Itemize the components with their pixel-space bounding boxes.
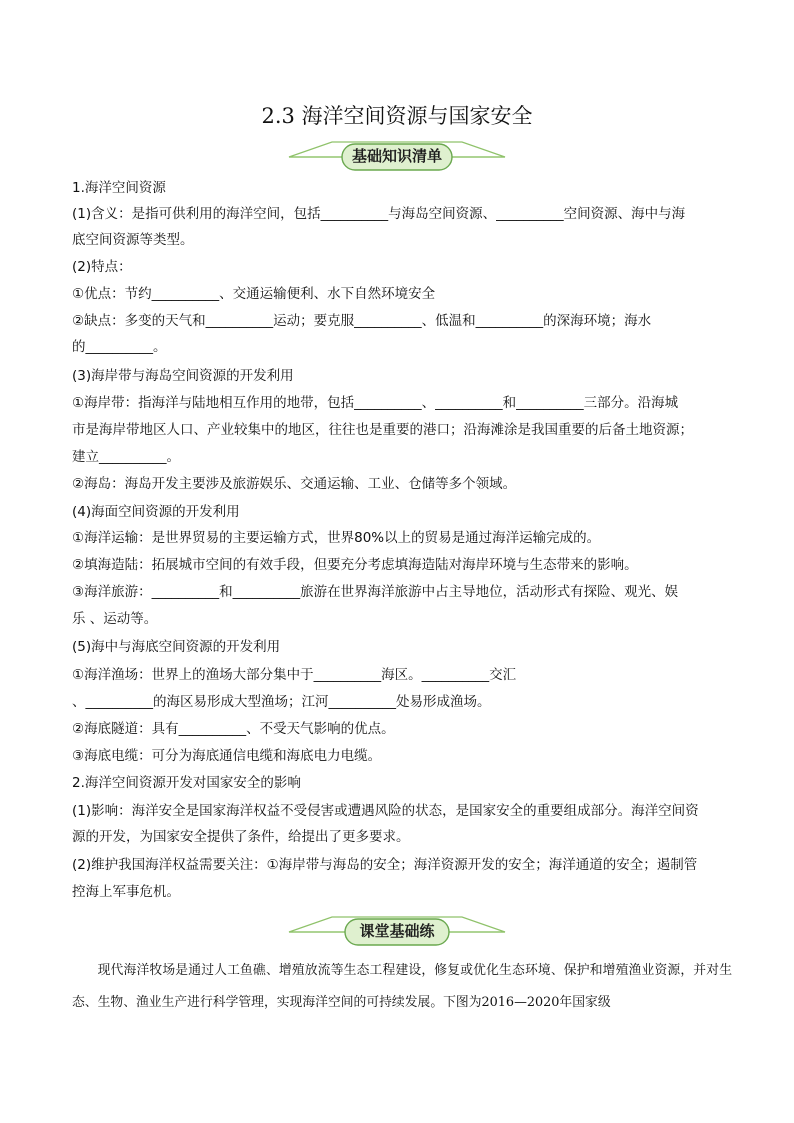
section-banner-practice — [287, 915, 507, 949]
text-line: (1)影响：海洋安全是国家海洋权益不受侵害或遭遇风险的状态，是国家安全的重要组成部分。海洋空间资 — [72, 803, 699, 819]
banner-label-practice: 课堂基础练 — [359, 922, 435, 940]
text-line: (2)特点： — [72, 259, 132, 275]
text-line: 、__________的海区易形成大型渔场；江河__________处易形成渔场。 — [72, 694, 491, 710]
text-line: ①海洋渔场：世界上的渔场大部分集中于__________海区。__________交汇 — [72, 667, 517, 683]
text-line: (2)维护我国海洋权益需要关注：①海岸带与海岛的安全；海洋资源开发的安全；海洋通道的安全；遏制管 — [72, 857, 698, 873]
text-line: (1)含义：是指可供利用的海洋空间，包括__________与海岛空间资源、__________空间资源、海中与海 — [72, 206, 686, 222]
text-line: 源的开发，为国家安全提供了条件，给提出了更多要求。 — [72, 829, 410, 845]
text-line: ②填海造陆：拓展城市空间的有效手段，但要充分考虑填海造陆对海岸环境与生态带来的影响。 — [72, 557, 638, 573]
text-line: (3)海岸带与海岛空间资源的开发利用 — [72, 368, 294, 384]
text-line: 市是海岸带地区人口、产业较集中的地区，往往也是重要的港口；沿海滩涂是我国重要的后备土地资源； — [72, 422, 693, 438]
text-line: ①海岸带：指海洋与陆地相互作用的地带，包括__________、__________和__________三部分。沿海城 — [72, 395, 679, 411]
text-line: ②海底隧道：具有__________、不受天气影响的优点。 — [72, 721, 395, 737]
text-line: ②缺点：多变的天气和__________运动；要克服__________、低温和__________的深海环境；海水 — [72, 313, 652, 329]
text-line: 1.海洋空间资源 — [72, 180, 166, 196]
section-banner-basics — [287, 140, 507, 174]
text-line: 2.海洋空间资源开发对国家安全的影响 — [72, 775, 301, 791]
text-line: ①海洋运输：是世界贸易的主要运输方式，世界80%以上的贸易是通过海洋运输完成的。 — [72, 530, 601, 546]
text-line: 建立__________。 — [72, 449, 180, 465]
text-line: ①优点：节约__________、交通运输便利、水下自然环境安全 — [72, 286, 436, 302]
text-line: ③海洋旅游：__________和__________旅游在世界海洋旅游中占主导地位，活动形式有探险、观光、娱 — [72, 584, 679, 600]
text-line: 乐 、运动等。 — [72, 611, 158, 627]
text-line: ②海岛：海岛开发主要涉及旅游娱乐、交通运输、工业、仓储等多个领域。 — [72, 476, 517, 492]
practice-paragraph: 现代海洋牧场是通过人工鱼礁、增殖放流等生态工程建设，修复或优化生态环境、保护和增殖渔业资源，并对生态、生物、渔业生产进行科学管理，实现海洋空间的可持续发展。下图为2016—2020年国家级 — [72, 963, 732, 1010]
text-line: ③海底电缆：可分为海底通信电缆和海底电力电缆。 — [72, 748, 382, 764]
text-line: 控海上军事危机。 — [72, 884, 180, 900]
banner-label-basics: 基础知识清单 — [351, 147, 442, 165]
text-line: (4)海面空间资源的开发利用 — [72, 504, 240, 520]
page-title: 2.3 海洋空间资源与国家安全 — [261, 104, 533, 128]
text-line: (5)海中与海底空间资源的开发利用 — [72, 639, 281, 655]
text-line: 的__________。 — [72, 339, 167, 355]
text-line: 底空间资源等类型。 — [72, 232, 194, 248]
